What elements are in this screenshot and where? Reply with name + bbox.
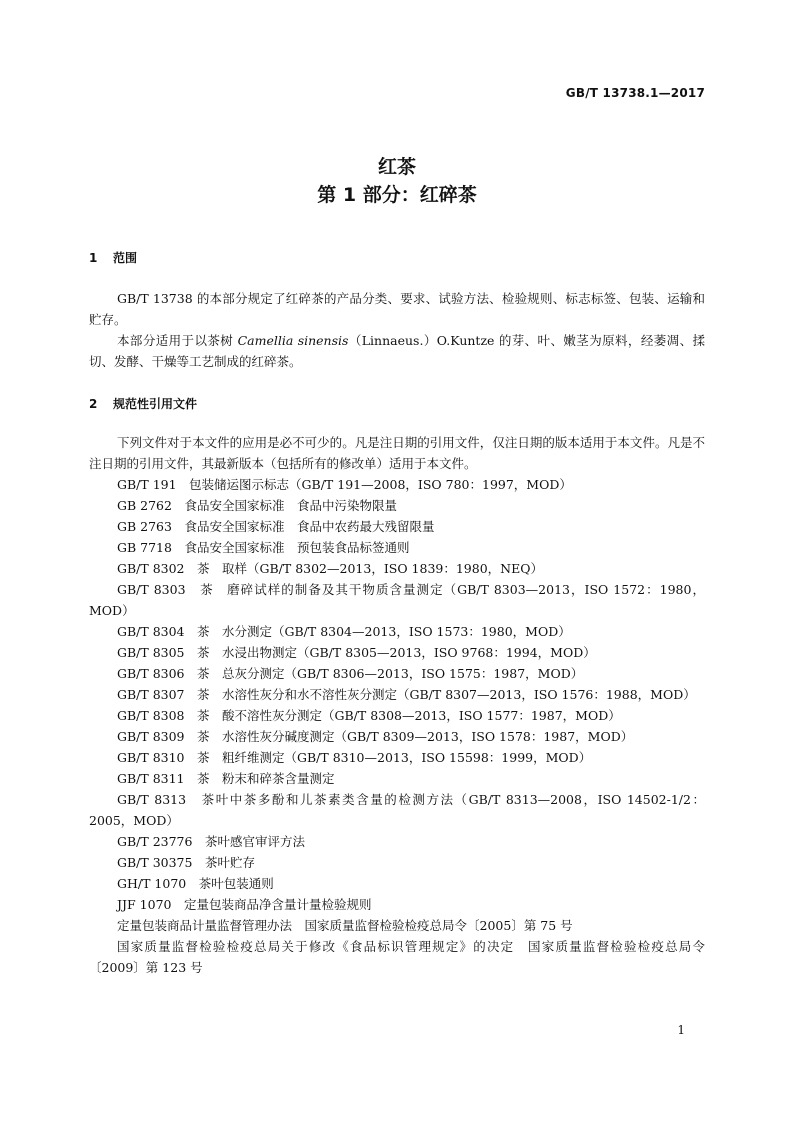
reference-item: GB/T 8305 茶 水浸出物测定（GB/T 8305—2013，ISO 9768：1994，MOD） [117,645,596,660]
reference-item: GB/T 8303 茶 磨碎试样的制备及其干物质含量测定（GB/T 8303—2013，ISO 1572：1980，MOD） [89,582,705,618]
reference-item: GB/T 8311 茶 粉末和碎茶含量测定 [117,771,335,786]
references-intro: 下列文件对于本文件的应用是必不可少的。凡是注日期的引用文件，仅注日期的版本适用于本文件。凡是不注日期的引用文件，其最新版本（包括所有的修改单）适用于本文件。 [89,435,705,471]
reference-item: GB/T 8308 茶 酸不溶性灰分测定（GB/T 8308—2013，ISO 1577：1987，MOD） [117,708,621,723]
scope-paragraph-2 [89,330,705,372]
reference-item: GB/T 8304 茶 水分测定（GB/T 8304—2013，ISO 1573：1980，MOD） [117,624,571,639]
document-subtitle: 第 1 部分：红碎茶 [317,184,477,206]
reference-item: GB/T 8306 茶 总灰分测定（GB/T 8306—2013，ISO 1575：1987，MOD） [117,666,584,681]
scientific-name: Camellia sinensis [237,333,349,348]
scope-paragraph-2-pre: 本部分适用于以茶树 [117,333,238,348]
reference-item: GB 2763 食品安全国家标准 食品中农药最大残留限量 [117,519,435,534]
section-number: 2 [89,397,98,411]
section-number: 1 [89,251,98,265]
section-title: 范围 [113,251,138,265]
section-heading-normative-references [89,395,197,412]
reference-item: GB/T 8313 茶叶中茶多酚和儿茶素类含量的检测方法（GB/T 8313—2008，ISO 14502-1/2：2005，MOD） [89,792,705,828]
reference-item: 国家质量监督检验检疫总局关于修改《食品标识管理规定》的决定 国家质量监督检验检疫总局令〔2009〕第 123 号 [89,939,705,975]
reference-item: GB/T 8309 茶 水溶性灰分碱度测定（GB/T 8309—2013，ISO 1578：1987，MOD） [117,729,634,744]
reference-item: GB 7718 食品安全国家标准 预包装食品标签通则 [117,540,410,555]
standard-code: GB/T 13738.1—2017 [565,86,705,100]
reference-item: GB/T 8302 茶 取样（GB/T 8302—2013，ISO 1839：1980，NEQ） [117,561,543,576]
page-number: 1 [677,1023,685,1037]
reference-item: GB/T 8310 茶 粗纤维测定（GB/T 8310—2013，ISO 15598：1999，MOD） [117,750,592,765]
reference-item: GB/T 8307 茶 水溶性灰分和水不溶性灰分测定（GB/T 8307—2013，ISO 1576：1988，MOD） [117,687,696,702]
document-title: 红茶 [377,156,416,178]
reference-item: GH/T 1070 茶叶包装通则 [117,876,274,891]
reference-item: GB/T 23776 茶叶感官审评方法 [117,834,305,849]
scope-paragraph-1: GB/T 13738 的本部分规定了红碎茶的产品分类、要求、试验方法、检验规则、标志标签、包装、运输和贮存。 [89,291,705,327]
reference-item: JJF 1070 定量包装商品净含量计量检验规则 [117,897,372,912]
reference-item: 定量包装商品计量监督管理办法 国家质量监督检验检疫总局令〔2005〕第 75 号 [117,918,573,933]
reference-item: GB/T 30375 茶叶贮存 [117,855,255,870]
reference-item: GB/T 191 包装储运图示标志（GB/T 191—2008，ISO 780：1997，MOD） [117,477,572,492]
reference-item: GB 2762 食品安全国家标准 食品中污染物限量 [117,498,397,513]
section-title: 规范性引用文件 [113,397,198,411]
section-heading-scope [89,249,137,266]
scope-paragraph-2-post: （Linnaeus.）O.Kuntze 的芽、叶、嫩茎为原料，经萎凋、揉切、发酵、干燥等工艺制成的红碎茶。 [89,333,705,369]
reference-list [89,474,705,978]
